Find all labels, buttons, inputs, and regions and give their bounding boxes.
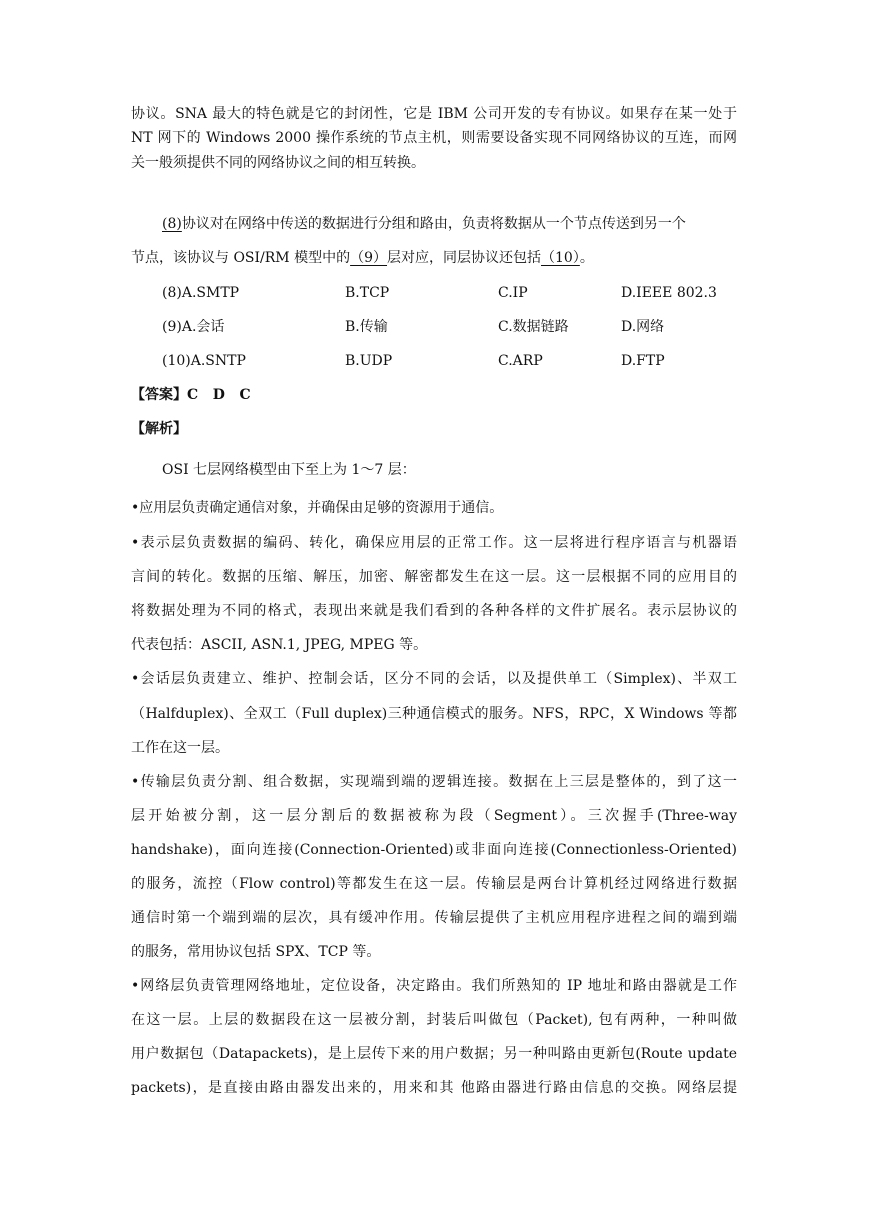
intro-line-1: 协议。SNA 最大的特色就是它的封闭性，它是 IBM 公司开发的专有协议。如果存在某一处于 [131,106,737,122]
question-line-1 [162,214,737,234]
option-9d: D.网络 [621,319,665,335]
analysis-line-16: •网络层负责管理网络地址，定位设备，决定路由。我们所熟知的 IP 地址和路由器就是工作 [131,978,737,994]
option-9c: C.数据链路 [498,319,569,335]
analysis-line-3: •表示层负责数据的编码、转化，确保应用层的正常工作。这一层将进行程序语言与机器语 [131,535,737,551]
option-10a: (10)A.SNTP [162,353,246,369]
answer-line [131,385,737,405]
analysis-line-18: 用户数据包（Datapackets)，是上层传下来的用户数据；另一种叫路由更新包(Route update [131,1046,737,1062]
analysis-line-19: packets)，是直接由路由器发出来的，用来和其 他路由器进行路由信息的交换。网络层提 [131,1080,737,1096]
option-9a: (9)A.会话 [162,319,225,335]
intro-line-2: NT 网下的 Windows 2000 操作系统的节点主机，则需要设备实现不同网络协议的互连，而网 [131,130,737,146]
analysis-line-5: 将数据处理为不同的格式，表现出来就是我们看到的各种各样的文件扩展名。表示层协议的 [131,603,737,619]
analysis-line-2: •应用层负责确定通信对象，并确保由足够的资源用于通信。 [131,500,504,516]
question-text-2c: 。 [579,250,594,266]
option-8a: (8)A.SMTP [162,285,240,301]
analysis-line-6: 代表包括：ASCII, ASN.1, JPEG, MPEG 等。 [131,637,428,653]
option-10c: C.ARP [498,353,543,369]
option-10d: D.FTP [621,353,665,369]
blank-8: (8) [162,216,182,232]
question-text-2a: 节点，该协议与 OSI/RM 模型中的 [131,250,351,266]
blank-9: （9） [350,250,388,266]
question-line-2 [131,248,737,268]
question-text-2b: 层对应，同层协议还包括 [387,250,542,266]
analysis-line-13: 的服务，流控（Flow control)等都发生在这一层。传输层是两台计算机经过网络进行数据 [131,876,737,892]
analysis-line-17: 在这一层。上层的数据段在这一层被分割，封装后叫做包（Packet), 包有两种，一种叫做 [131,1012,737,1028]
analysis-line-10: •传输层负责分割、组合数据，实现端到端的逻辑连接。数据在上三层是整体的，到了这一 [131,774,737,790]
analysis-line-12: handshake)，面向连接(Connection-Oriented)或非面向连接(Connectionless-Oriented) [131,842,737,858]
option-9b: B.传输 [345,319,388,335]
analysis-line-1: OSI 七层网络模型由下至上为 1～7 层： [162,462,416,478]
analysis-label: 【解析】 [131,421,187,437]
option-10b: B.UDP [345,353,393,369]
option-8b: B.TCP [345,285,390,301]
analysis-line-4: 言间的转化。数据的压缩、解压，加密、解密都发生在这一层。这一层根据不同的应用目的 [131,569,737,585]
option-8d: D.IEEE 802.3 [621,285,717,301]
blank-10: （10） [541,250,580,266]
intro-line-3: 关一般须提供不同的网络协议之间的相互转换。 [131,155,425,171]
analysis-line-15: 的服务，常用协议包括 SPX、TCP 等。 [131,944,381,960]
option-8c: C.IP [498,285,528,301]
analysis-line-8: （Halfduplex)、全双工（Full duplex)三种通信模式的服务。NFS，RPC，X Windows 等都 [131,706,737,722]
analysis-line-9: 工作在这一层。 [131,740,229,756]
analysis-line-7: •会话层负责建立、维护、控制会话，区分不同的会话，以及提供单工（Simplex)、半双工 [131,671,737,687]
analysis-line-11: 层开始被分割，这一层分割后的数据被称为段（Segment）。三次握手(Three-way [131,808,737,824]
analysis-line-14: 通信时第一个端到端的层次，具有缓冲作用。传输层提供了主机应用程序进程之间的端到端 [131,910,737,926]
answer-label: 【答案】 [131,387,187,403]
answer-value: C D C [187,387,251,403]
question-text-1: 协议对在网络中传送的数据进行分组和路由，负责将数据从一个节点传送到另一个 [181,216,686,232]
